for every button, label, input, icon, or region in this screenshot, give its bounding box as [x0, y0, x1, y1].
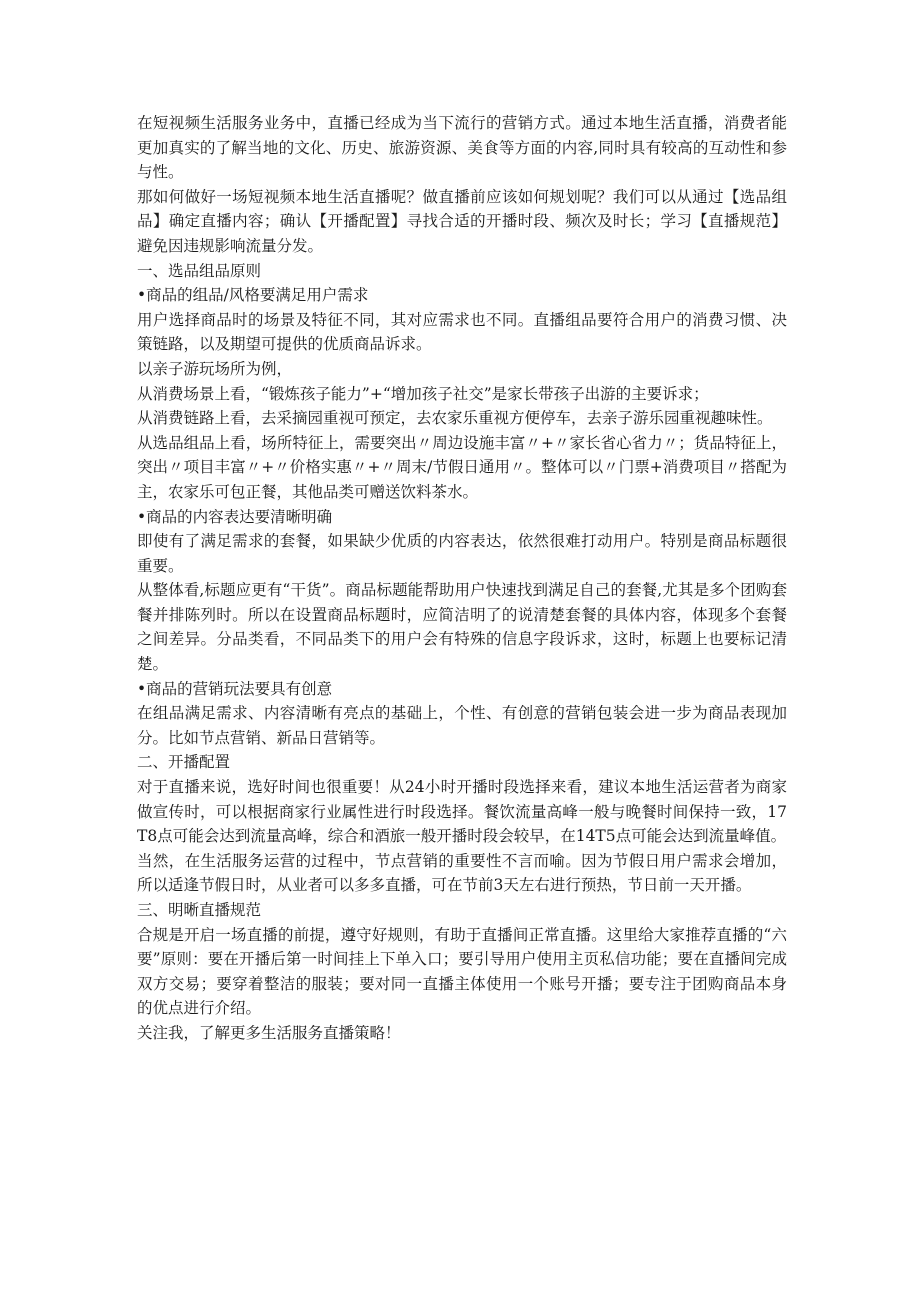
paragraph-user-needs: 用户选择商品时的场景及特征不同，其对应需求也不同。直播组品要符合用户的消费习惯、决策链路，以及期望可提供的优质商品诉求。: [137, 310, 787, 354]
section-heading-broadcast-rules: 三、明晰直播规范: [137, 901, 262, 919]
section-heading-selection: 一、选品组品原则: [137, 261, 262, 280]
paragraph-product-title: 从整体看,标题应更有“干货”。商品标题能帮助用户快速找到满足自己的套餐,尤其是多个团购套餐并排陈列时。所以在设置商品标题时，应简洁明了的说清楚套餐的具体内容，体现多个套餐之间差异。分品类看，不同品类下的用户会有特殊的信息字段诉求，这时，标题上也要标记清楚。: [137, 581, 787, 674]
paragraph-holiday-marketing: 当然，在生活服务运营的过程中，节点营销的重要性不言而喻。因为节假日用户需求会增加，所以适逢节假日时，从业者可以多多直播，可在节前3天左右进行预热，节日前一天开播。: [137, 851, 787, 895]
paragraph-marketing: 在组品满足需求、内容清晰有亮点的基础上，个性、有创意的营销包装会进一步为商品表现加分。比如节点营销、新品日营销等。: [137, 704, 787, 747]
paragraph-content-expression: 即使有了满足需求的套餐，如果缺少优质的内容表达，依然很难打动用户。特别是商品标题很重要。: [137, 532, 787, 575]
bullet-heading-marketing: •商品的营销玩法要具有创意: [137, 679, 333, 698]
paragraph-broadcast-timing: 对于直播来说，选好时间也很重要！从24小时开播时段选择来看，建议本地生活运营者为商家做宣传时，可以根据商家行业属性进行时段选择。餐饮流量高峰一般与晚餐时间保持一致，17T8点可能会达到流量高峰，综合和酒旅一般开播时段会较早，在14T5点可能会达到流量峰值。: [137, 778, 787, 846]
paragraph-example-intro: 以亲子游玩场所为例，: [137, 359, 293, 378]
paragraph-six-rules: 合规是开启一场直播的前提，遵守好规则，有助于直播间正常直播。这里给大家推荐直播的“六要”原则：要在开播后第一时间挂上下单入口；要引导用户使用主页私信功能；要在直播间完成双方交易；要穿着整洁的服装；要对同一直播主体使用一个账号开播；要专注于团购商品本身的优点进行介绍。: [137, 925, 787, 1018]
document-body: [137, 111, 787, 1046]
paragraph-overview: 那如何做好一场短视频本地生活直播呢？做直播前应该如何规划呢？我们可以从通过【选品组品】确定直播内容；确认【开播配置】寻找合适的开播时段、频次及时长；学习【直播规范】避免因违规影响流量分发。: [137, 187, 787, 255]
bullet-heading-user-needs: •商品的组品/风格要满足用户需求: [137, 286, 369, 305]
paragraph-intro: 在短视频生活服务业务中，直播已经成为当下流行的营销方式。通过本地生活直播，消费者能更加真实的了解当地的文化、历史、旅游资源、美食等方面的内容,同时具有较高的互动性和参与性。: [137, 114, 787, 182]
paragraph-product-selection: 从选品组品上看，场所特征上，需要突出〃周边设施丰富〃+〃家长省心省力〃；货品特征上，突出〃项目丰富〃+〃价格实惠〃+〃周末/节假日通用〃。整体可以〃门票+消费项目〃搭配为主，农家乐可包正餐，其他品类可赠送饮料茶水。: [137, 433, 787, 501]
paragraph-closing: 关注我，了解更多生活服务直播策略！: [137, 1023, 401, 1042]
paragraph-consumption-scene: 从消费场景上看，“锻炼孩子能力”+“增加孩子社交”是家长带孩子出游的主要诉求；: [137, 384, 709, 403]
section-heading-broadcast-config: 二、开播配置: [137, 753, 231, 772]
bullet-heading-content-expression: •商品的内容表达要清晰明确: [137, 507, 333, 526]
paragraph-consumption-chain: 从消费链路上看，去采摘园重视可预定，去农家乐重视方便停车，去亲子游乐园重视趣味性。: [137, 409, 773, 428]
